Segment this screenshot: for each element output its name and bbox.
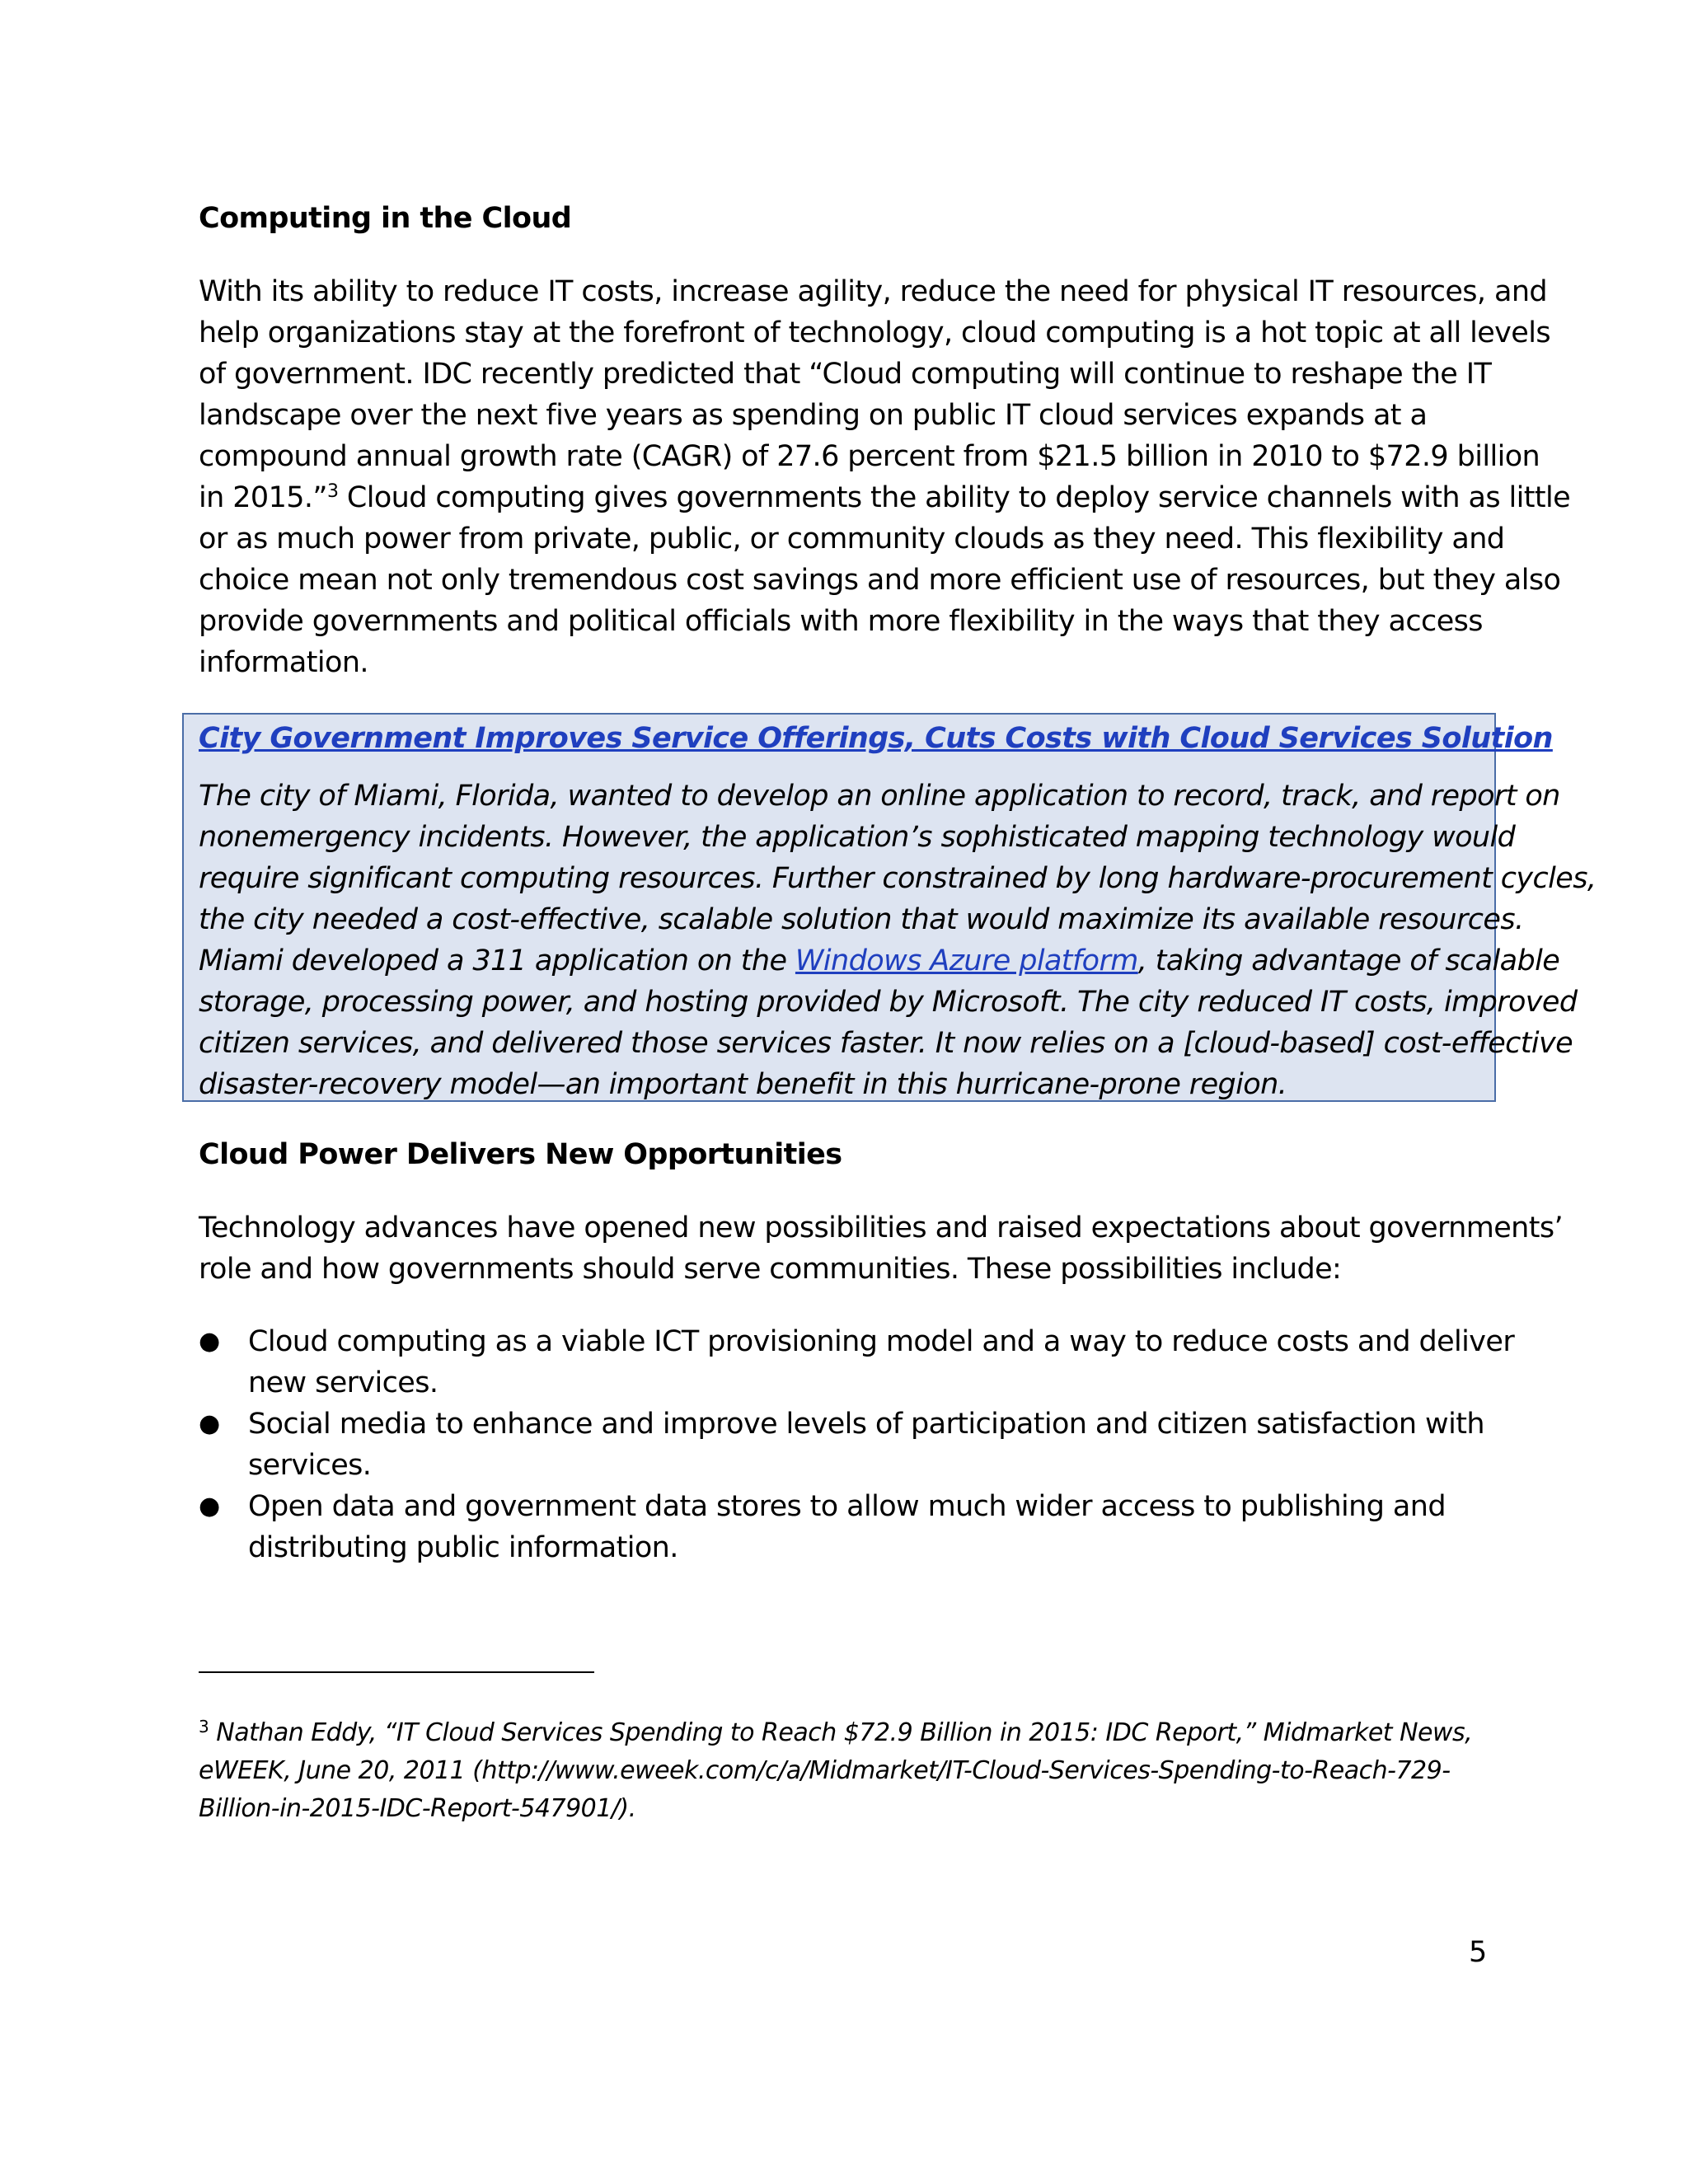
footnote-line: eWEEK, June 20, 2011 (http://www.eweek.com/c/a/Midmarket/IT-Cloud-Services-Spending-to-Reach-729- <box>199 1756 1451 1785</box>
callout-line: nonemergency incidents. However, the application’s sophisticated mapping technology would <box>199 821 1516 854</box>
paragraph-line <box>199 477 1571 518</box>
section-heading-opportunities: Cloud Power Delivers New Opportunities <box>199 1138 842 1171</box>
windows-azure-link[interactable]: Windows Azure platform <box>795 944 1138 977</box>
case-study-callout <box>182 713 1597 1102</box>
paragraph-line: choice mean not only tremendous cost savings and more efficient use of resources, but they also <box>199 564 1561 597</box>
footnote-line: Billion-in-2015-IDC-Report-547901/). <box>199 1794 636 1823</box>
list-item <box>199 1404 1501 1486</box>
callout-body <box>199 718 1597 1105</box>
possibilities-list <box>199 1321 1515 1568</box>
paragraph-line: With its ability to reduce IT costs, increase agility, reduce the need for physical IT resources, and <box>199 275 1548 308</box>
list-item-line: new services. <box>248 1366 438 1399</box>
section-heading-cloud: Computing in the Cloud <box>199 202 572 235</box>
line-text: Miami developed a 311 application on the <box>199 944 795 977</box>
footnote-line <box>199 1714 1501 1752</box>
bullet-icon: ● <box>199 1327 220 1356</box>
paragraph-line: Technology advances have opened new possibilities and raised expectations about governments’ <box>199 1212 1564 1244</box>
paragraph-line: help organizations stay at the forefront of technology, cloud computing is a hot topic at all levels <box>199 316 1550 349</box>
footnote-number: 3 <box>199 1717 209 1736</box>
list-item-line: Social media to enhance and improve levels of participation and citizen satisfaction with <box>248 1408 1484 1441</box>
paragraph-line: provide governments and political officials with more flexibility in the ways that they access <box>199 605 1483 638</box>
list-item-line: services. <box>248 1449 372 1482</box>
callout-line: storage, processing power, and hosting provided by Microsoft. The city reduced IT costs, improved <box>199 986 1578 1019</box>
callout-title-link[interactable]: City Government Improves Service Offerings, Cuts Costs with Cloud Services Solution <box>199 722 1553 755</box>
paragraph-line: compound annual growth rate (CAGR) of 27.6 percent from $21.5 billion in 2010 to $72.9 billion <box>199 440 1540 473</box>
callout-line: the city needed a cost-effective, scalable solution that would maximize its available resources. <box>199 903 1524 936</box>
paragraph-line: role and how governments should serve communities. These possibilities include: <box>199 1253 1342 1286</box>
line-text: Cloud computing gives governments the ability to deploy service channels with as little <box>338 481 1571 514</box>
footnote <box>199 1714 1501 1828</box>
opportunities-paragraph <box>199 1207 1564 1290</box>
callout-line: disaster-recovery model—an important benefit in this hurricane-prone region. <box>199 1068 1287 1101</box>
list-item <box>199 1486 1501 1568</box>
intro-paragraph <box>199 271 1571 683</box>
list-item-line: Open data and government data stores to allow much wider access to publishing and <box>248 1490 1446 1523</box>
paragraph-line: landscape over the next five years as spending on public IT cloud services expands at a <box>199 399 1428 432</box>
callout-line: require significant computing resources. Further constrained by long hardware-procurement cycles, <box>199 862 1597 895</box>
list-item <box>199 1321 1515 1404</box>
page-number: 5 <box>1469 1936 1488 1969</box>
callout-line: citizen services, and delivered those services faster. It now relies on a [cloud-based] cost-effective <box>199 1027 1573 1060</box>
line-text: Nathan Eddy, “IT Cloud Services Spending to Reach $72.9 Billion in 2015: IDC Report,” Midmarket News, <box>209 1718 1473 1747</box>
paragraph-line: information. <box>199 646 368 679</box>
paragraph-line: or as much power from private, public, or community clouds as they need. This flexibility and <box>199 523 1505 555</box>
list-item-line: distributing public information. <box>248 1531 678 1564</box>
list-item-line: Cloud computing as a viable ICT provisioning model and a way to reduce costs and deliver <box>248 1325 1515 1358</box>
callout-line: The city of Miami, Florida, wanted to develop an online application to record, track, and report on <box>199 780 1560 813</box>
bullet-icon: ● <box>199 1492 220 1521</box>
bullet-icon: ● <box>199 1409 220 1438</box>
callout-line <box>199 940 1560 982</box>
line-text: , taking advantage of scalable <box>1137 944 1560 977</box>
footnote-separator <box>199 1671 594 1673</box>
paragraph-line: of government. IDC recently predicted that “Cloud computing will continue to reshape the IT <box>199 358 1492 391</box>
footnote-reference[interactable]: 3 <box>326 481 339 502</box>
line-text: in 2015.” <box>199 481 327 514</box>
